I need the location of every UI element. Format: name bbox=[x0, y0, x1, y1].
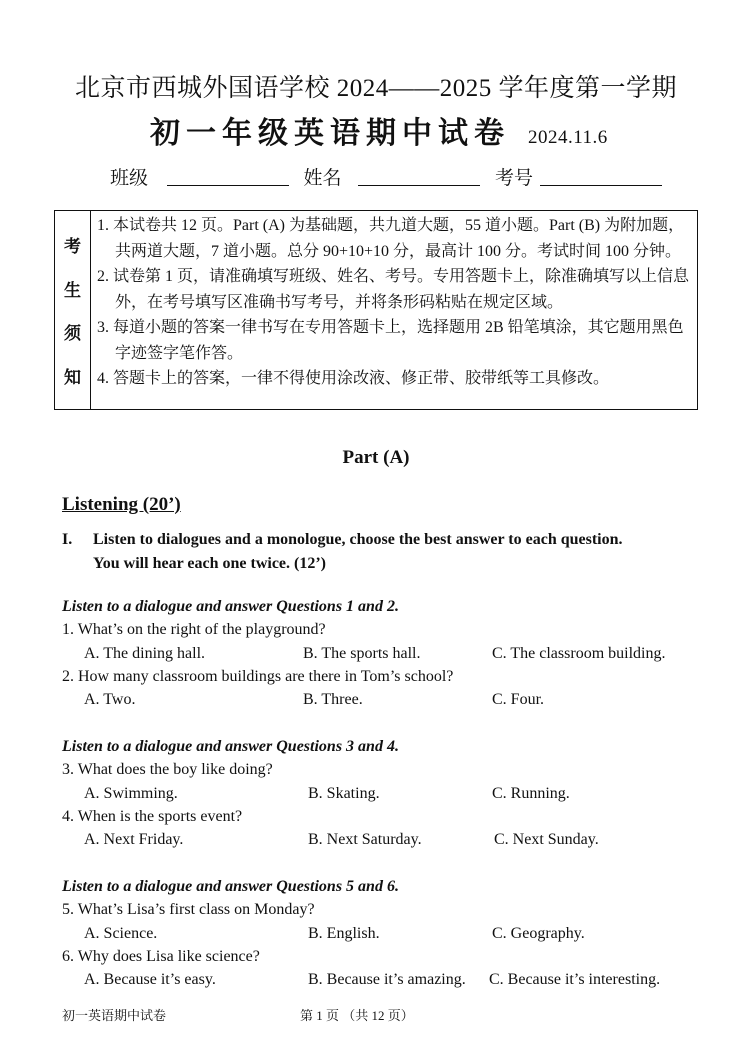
instruction-number: I. bbox=[62, 531, 73, 548]
name-label: 姓名 bbox=[303, 168, 342, 189]
q5-option-c: C. Geography. bbox=[492, 925, 585, 942]
q4-option-b: B. Next Saturday. bbox=[308, 831, 422, 848]
notice-item-1: 1. 本试卷共 12 页。Part (A) 为基础题，共九道大题，55 道小题。Part (B) 为附加题，共两道大题，7 道小题。总分 90+10+10 分，最高计 100 分。考试时间 100 分钟。 bbox=[97, 217, 685, 260]
question-2: 2. How many classroom buildings are there in Tom’s school? bbox=[62, 668, 454, 685]
notice-char-3: 须 bbox=[64, 324, 81, 344]
question-4: 4. When is the sports event? bbox=[62, 808, 243, 825]
group-title-1: Listen to a dialogue and answer Questions 1 and 2. bbox=[62, 598, 399, 615]
notice-char-4: 知 bbox=[64, 367, 81, 387]
exam-title bbox=[150, 108, 608, 152]
q3-option-b: B. Skating. bbox=[308, 785, 380, 802]
q5-option-a: A. Science. bbox=[84, 925, 158, 942]
exam-notice-box bbox=[54, 210, 698, 410]
name-blank[interactable] bbox=[358, 167, 480, 186]
footer-exam-name: 初一英语期中试卷 bbox=[62, 1008, 167, 1023]
class-label: 班级 bbox=[110, 168, 149, 189]
id-label: 考号 bbox=[495, 168, 534, 189]
exam-date: 2024.11.6 bbox=[528, 127, 608, 148]
q6-option-a: A. Because it’s easy. bbox=[84, 971, 216, 988]
part-title: Part (A) bbox=[342, 447, 410, 468]
q1-option-b: B. The sports hall. bbox=[303, 645, 421, 662]
q3-option-c: C. Running. bbox=[492, 785, 570, 802]
q2-option-a: A. Two. bbox=[84, 691, 136, 708]
notice-char-2: 生 bbox=[64, 280, 81, 300]
section-title: Listening (20’) bbox=[62, 494, 181, 515]
notice-body bbox=[91, 211, 697, 409]
question-5: 5. What’s Lisa’s first class on Monday? bbox=[62, 901, 315, 918]
instruction-line-2: You will hear each one twice. (12’) bbox=[93, 555, 326, 572]
q5-option-b: B. English. bbox=[308, 925, 380, 942]
q2-option-b: B. Three. bbox=[303, 691, 363, 708]
q2-option-c: C. Four. bbox=[492, 691, 545, 708]
q1-option-c: C. The classroom building. bbox=[492, 645, 666, 662]
q6-option-b: B. Because it’s amazing. bbox=[308, 971, 466, 988]
question-6: 6. Why does Lisa like science? bbox=[62, 948, 260, 965]
id-blank[interactable] bbox=[540, 167, 662, 186]
group-title-2: Listen to a dialogue and answer Questions 3 and 4. bbox=[62, 738, 399, 755]
q3-option-a: A. Swimming. bbox=[84, 785, 178, 802]
q4-option-c: C. Next Sunday. bbox=[494, 831, 599, 848]
notice-char-1: 考 bbox=[64, 237, 81, 257]
question-3: 3. What does the boy like doing? bbox=[62, 761, 273, 778]
notice-item-3: 3. 每道小题的答案一律书写在专用答题卡上，选择题用 2B 铅笔填涂，其它题用黑色字迹签字笔作答。 bbox=[97, 319, 684, 362]
q6-option-c: C. Because it’s interesting. bbox=[489, 971, 661, 988]
notice-side-label bbox=[55, 211, 91, 409]
q4-option-a: A. Next Friday. bbox=[84, 831, 184, 848]
question-1: 1. What’s on the right of the playground? bbox=[62, 621, 326, 638]
notice-item-2: 2. 试卷第 1 页，请准确填写班级、姓名、考号。专用答题卡上，除准确填写以上信息外，在考号填写区准确书写考号，并将条形码粘贴在规定区域。 bbox=[97, 268, 690, 311]
group-title-3: Listen to a dialogue and answer Questions 5 and 6. bbox=[62, 878, 399, 895]
instruction-line-1: Listen to dialogues and a monologue, choose the best answer to each question. bbox=[93, 531, 623, 548]
footer-page-number: 第 1 页 （共 12 页） bbox=[300, 1008, 414, 1023]
instruction bbox=[62, 528, 623, 576]
q1-option-a: A. The dining hall. bbox=[84, 645, 206, 662]
notice-item-4: 4. 答题卡上的答案，一律不得使用涂改液、修正带、胶带纸等工具修改。 bbox=[97, 370, 610, 387]
exam-title-text: 初一年级英语期中试卷 bbox=[150, 117, 510, 150]
student-info-fields bbox=[110, 163, 662, 190]
class-blank[interactable] bbox=[167, 167, 289, 186]
school-title: 北京市西城外国语学校 2024——2025 学年度第一学期 bbox=[74, 75, 677, 102]
